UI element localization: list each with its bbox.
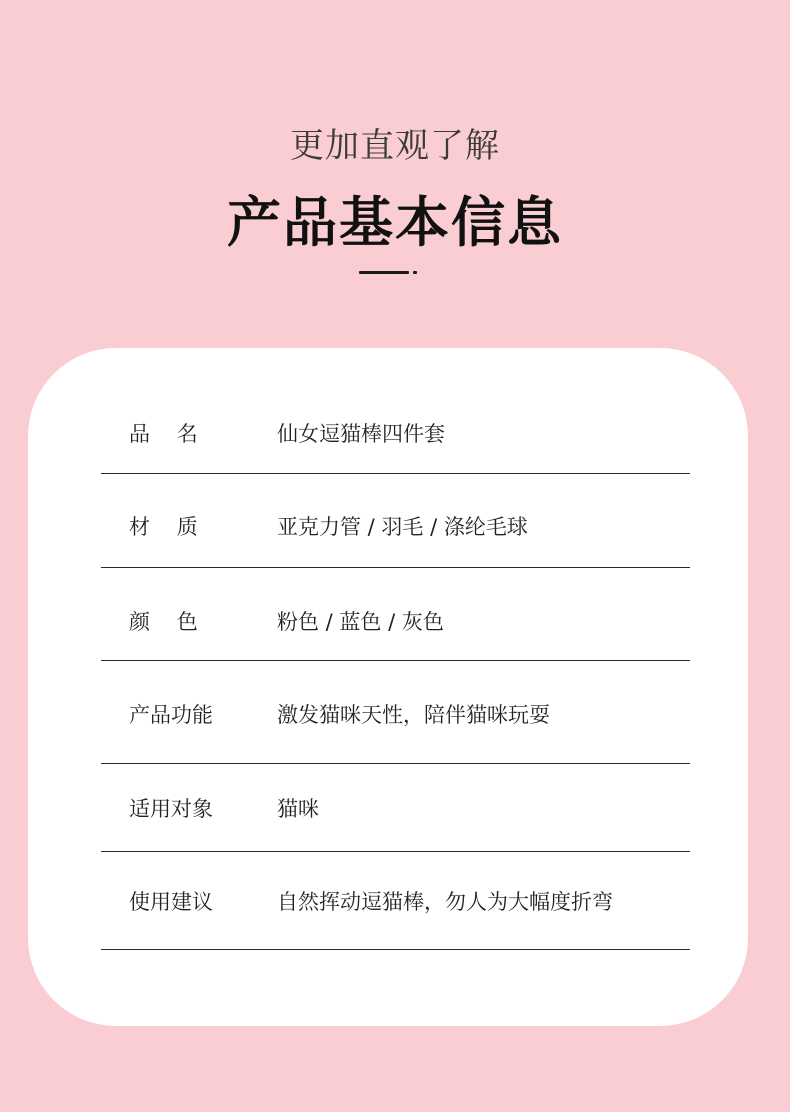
row-value: 粉色 / 蓝色 / 灰色 (277, 610, 444, 634)
title-divider (359, 271, 419, 275)
page-title: 产品基本信息 (227, 191, 563, 254)
row-label: 颜 色 (129, 610, 198, 634)
row-value: 猫咪 (277, 797, 319, 821)
row-value: 自然挥动逗猫棒，勿人为大幅度折弯 (277, 890, 613, 914)
row-label: 使用建议 (129, 890, 213, 914)
table-row-color (101, 568, 690, 661)
table-row-function (101, 661, 690, 764)
table-row-name (101, 384, 690, 474)
row-label: 适用对象 (129, 797, 213, 821)
divider-dot (413, 271, 417, 274)
info-table (101, 384, 690, 950)
row-label: 产品功能 (129, 703, 213, 727)
row-value: 仙女逗猫棒四件套 (277, 422, 445, 446)
row-label: 品 名 (129, 422, 198, 446)
page-subtitle: 更加直观了解 (290, 126, 500, 166)
divider-bar (359, 271, 409, 274)
table-row-target (101, 764, 690, 852)
table-row-usage (101, 852, 690, 950)
row-value: 亚克力管 / 羽毛 / 涤纶毛球 (277, 515, 528, 539)
table-row-material (101, 474, 690, 568)
row-label: 材 质 (129, 515, 198, 539)
row-value: 激发猫咪天性，陪伴猫咪玩耍 (277, 703, 550, 727)
